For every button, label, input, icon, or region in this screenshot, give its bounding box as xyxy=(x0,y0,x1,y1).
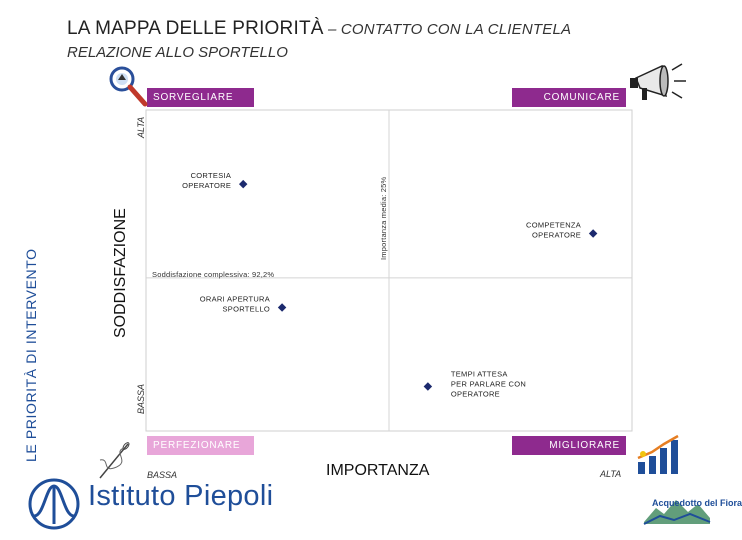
quadrant-label-perfezionare: PERFEZIONARE xyxy=(147,436,254,455)
data-point-label: OPERATORE xyxy=(450,389,500,399)
data-point-label: OPERATORE xyxy=(182,181,232,191)
data-point-label: PER PARLARE CON xyxy=(450,379,527,389)
data-point-label: ORARI APERTURA xyxy=(199,294,271,304)
chart-marks xyxy=(146,110,632,431)
footer-brand: Acquedotto del Fiora xyxy=(652,498,742,508)
y-axis-title: SODDISFAZIONE xyxy=(112,208,129,338)
x-axis-title: IMPORTANZA xyxy=(326,462,430,479)
data-point-label: SPORTELLO xyxy=(222,304,271,314)
data-point-label: CORTESIA xyxy=(190,171,232,181)
side-section-label: LE PRIORITÀ DI INTERVENTO xyxy=(23,248,39,462)
data-point-label: TEMPI ATTESA xyxy=(450,369,508,379)
data-point xyxy=(424,382,432,390)
data-point-label: OPERATORE xyxy=(532,230,582,240)
y-axis-high-label: ALTA xyxy=(136,116,146,138)
search-icon xyxy=(107,64,149,110)
data-point-label: COMPETENZA xyxy=(526,220,582,230)
data-point xyxy=(589,229,597,237)
footer-logo-text: Istituto Piepoli xyxy=(88,480,274,512)
piepoli-logo-icon xyxy=(26,476,82,534)
quadrant-label-migliorare: MIGLIORARE xyxy=(512,436,626,455)
data-point xyxy=(239,180,247,188)
page-title-main: LA MAPPA DELLE PRIORITÀ xyxy=(67,18,324,39)
x-axis-high-label: ALTA xyxy=(600,469,622,479)
page-title-sub: – CONTATTO CON LA CLIENTELA xyxy=(323,21,572,38)
y-axis-low-label: BASSA xyxy=(136,383,146,414)
needle-thread-icon xyxy=(92,438,136,482)
y-reference-label: Soddisfazione complessiva: 92,2% xyxy=(152,269,275,279)
data-point xyxy=(278,303,286,311)
x-axis-low-label: BASSA xyxy=(147,470,178,480)
megaphone-icon xyxy=(622,56,690,110)
quadrant-label-comunicare: COMUNICARE xyxy=(512,88,626,107)
x-reference-label: Importanza media: 25% xyxy=(379,176,388,260)
quadrant-label-sorvegliare: SORVEGLIARE xyxy=(147,88,254,107)
page-subtitle: RELAZIONE ALLO SPORTELLO xyxy=(67,44,288,61)
growth-chart-icon xyxy=(634,434,686,478)
